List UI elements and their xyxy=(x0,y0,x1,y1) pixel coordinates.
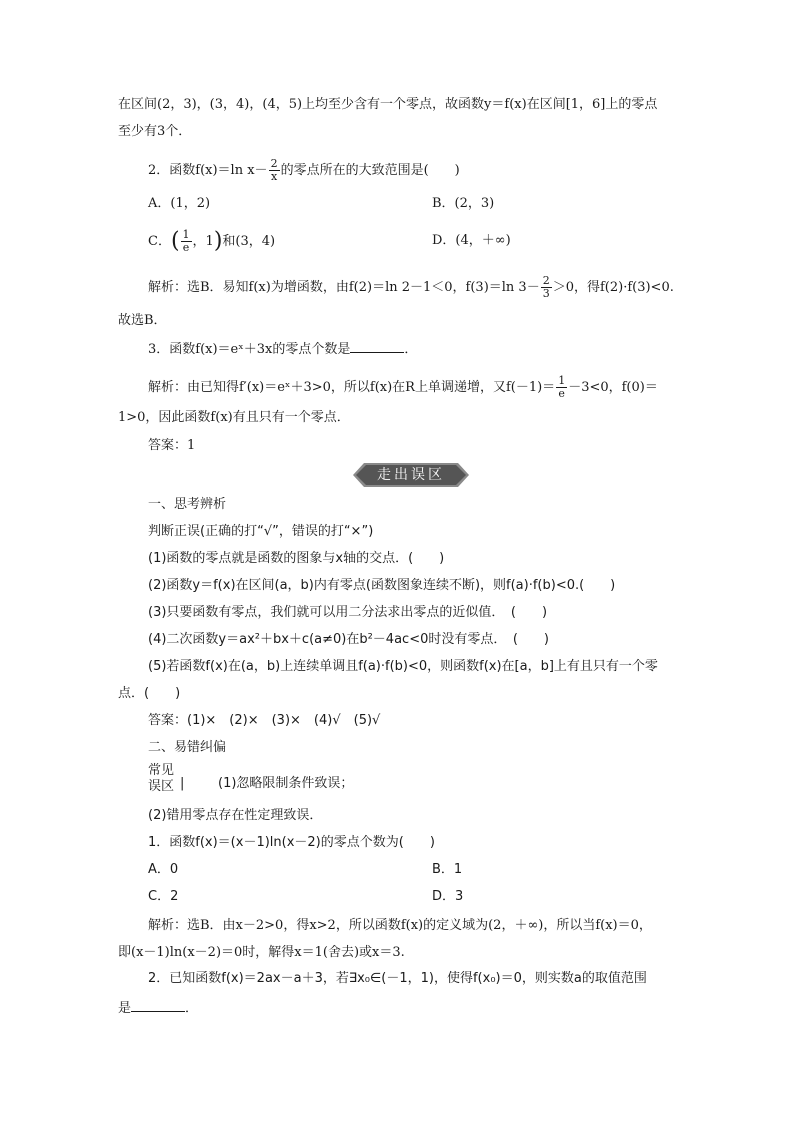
option-a: A．0 xyxy=(148,862,179,877)
solution-3 xyxy=(148,375,658,400)
answer-3: 答案：1 xyxy=(148,438,196,453)
mistake-label: 误区 xyxy=(148,779,175,794)
statement-4: (4)二次函数y＝ax²＋bx＋c(a≠0)在b²－4ac<0时没有零点． ( ) xyxy=(148,632,550,647)
text-segment: 3．函数f(x)＝eˣ＋3x的零点个数是 xyxy=(148,342,351,357)
option-b: B．1 xyxy=(432,862,463,877)
statement-3: (3)只要函数有零点，我们就可以用二分法求出零点的近似值． ( ) xyxy=(148,605,548,620)
question-2 xyxy=(148,158,460,183)
answer-blank xyxy=(131,997,185,1012)
text-segment: 解析：选B．易知f(x)为增函数，由f(2)＝ln 2－1＜0，f(3)＝ln 3－ xyxy=(148,280,540,295)
text-segment: ． xyxy=(404,342,418,357)
solution-e1: 解析：选B．由x－2>0，得x>2，所以函数f(x)的定义域为(2，＋∞)，所以当f(x)＝0， xyxy=(148,918,652,933)
fraction xyxy=(269,158,280,183)
text-line: 1>0，因此函数f(x)有且只有一个零点． xyxy=(118,410,350,425)
section-heading: 二、易错纠偏 xyxy=(148,740,227,755)
text-line: 至少有3个． xyxy=(118,124,192,139)
fraction xyxy=(556,375,567,400)
statement-2: (2)函数y＝f(x)在区间(a，b)内有零点(函数图象连续不断)，则f(a)·f(b)<0.( ) xyxy=(148,578,616,593)
mistake-label: 常见 xyxy=(148,763,175,778)
text-segment: 2．函数f(x)＝ln x－ xyxy=(148,163,268,178)
solution-2 xyxy=(148,275,674,300)
fraction-denominator: e xyxy=(182,241,190,254)
mistake-item-1: (1)忽略限制条件致误； xyxy=(218,776,354,791)
option-d: D．(4，＋∞) xyxy=(432,233,511,248)
text-line: 即(x－1)ln(x－2)＝0时，解得x＝1(舍去)或x＝3. xyxy=(118,945,405,960)
question-3 xyxy=(148,338,417,360)
exercise-2: 2．已知函数f(x)＝2ax－a＋3，若∃x₀∈(－1，1)，使得f(x₀)＝0，则实数a的取值范围 xyxy=(148,971,647,986)
mistake-bar: | xyxy=(180,776,185,791)
text-line: 点．( ) xyxy=(118,686,181,701)
option-b: B．(2，3) xyxy=(432,196,495,211)
text-line: 在区间(2，3)，(3，4)，(4，5)上均至少含有一个零点，故函数y＝f(x)在区间[1，6]上的零点 xyxy=(118,97,658,112)
paren-left: ( xyxy=(170,228,180,254)
statement-1: (1)函数的零点就是函数的图象与x轴的交点．( ) xyxy=(148,551,445,566)
section-heading: 一、思考辨析 xyxy=(148,497,227,512)
paren-right: ) xyxy=(213,228,223,254)
banner-title: 走出误区 xyxy=(377,467,445,483)
answer-blank xyxy=(350,338,404,353)
section-banner xyxy=(352,462,470,488)
fraction-numerator: 2 xyxy=(270,157,278,170)
fraction-denominator: 3 xyxy=(542,287,550,300)
text-line: 故选B． xyxy=(118,313,167,328)
option-c xyxy=(148,229,275,254)
fraction xyxy=(181,229,192,254)
text-segment: 是 xyxy=(118,1001,132,1016)
text-segment: 的零点所在的大致范围是( ) xyxy=(280,163,460,178)
exercise-1: 1．函数f(x)＝(x－1)ln(x－2)的零点个数为( ) xyxy=(148,835,435,850)
fraction-numerator: 2 xyxy=(542,274,550,287)
fraction-numerator: 1 xyxy=(558,374,566,387)
text-segment: ＞0，得f(2)·f(3)<0. xyxy=(552,280,674,295)
text-segment: 解析：由已知得f′(x)＝eˣ＋3>0，所以f(x)在R上单调递增，又f(－1)＝ xyxy=(148,380,556,395)
statement-5: (5)若函数f(x)在(a，b)上连续单调且f(a)·f(b)<0，则函数f(x)在[a，b]上有且只有一个零 xyxy=(148,659,658,674)
text-segment: ，1 xyxy=(192,234,214,249)
text-segment: －3<0，f(0)＝ xyxy=(568,380,658,395)
text-segment: ． xyxy=(185,1001,199,1016)
fraction-denominator: x xyxy=(270,170,278,183)
option-a: A．(1，2) xyxy=(148,196,211,211)
option-c: C．2 xyxy=(148,889,179,904)
exercise-2-line2 xyxy=(118,997,198,1019)
text-segment: 和(3，4) xyxy=(222,234,276,249)
fraction xyxy=(541,275,552,300)
fraction-numerator: 1 xyxy=(182,228,190,241)
text-segment: C． xyxy=(148,234,171,249)
option-d: D．3 xyxy=(432,889,464,904)
mistake-item-2: (2)错用零点存在性定理致误． xyxy=(148,808,323,823)
fraction-denominator: e xyxy=(558,387,565,400)
text-line: 判断正误(正确的打“√”，错误的打“×”) xyxy=(148,524,374,539)
answer-judge: 答案：(1)× (2)× (3)× (4)√ (5)√ xyxy=(148,713,381,728)
